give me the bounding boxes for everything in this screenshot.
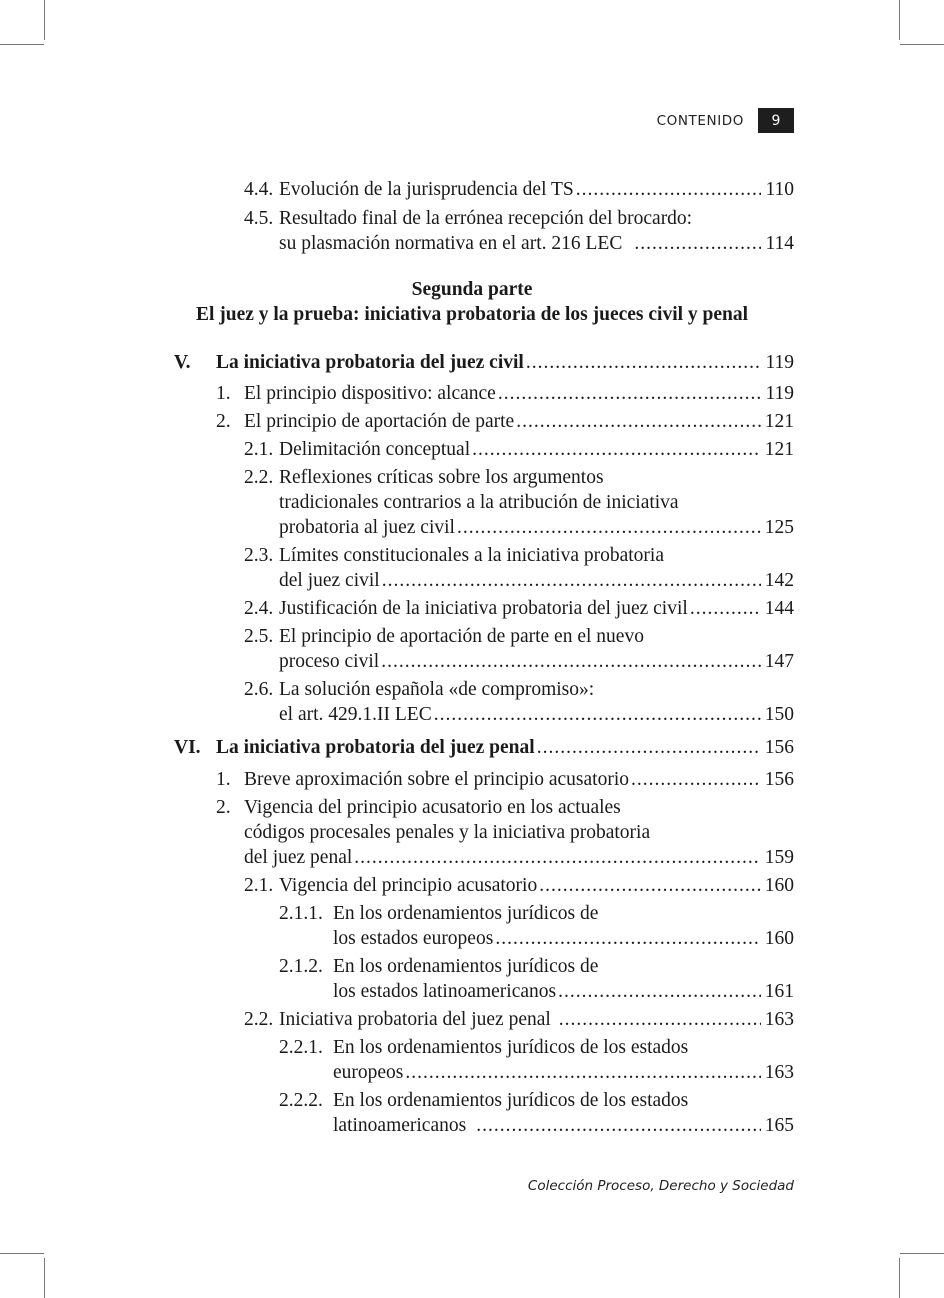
toc-entry-title-line: La solución española «de compromiso»:	[279, 679, 595, 700]
toc-chapter[interactable]	[216, 350, 794, 375]
toc-entry-page: 160	[764, 928, 794, 949]
toc-entry-number: 2.4.	[244, 598, 274, 619]
crop-mark	[900, 44, 944, 45]
toc-entry-number: 2.2.2.	[279, 1090, 323, 1111]
dot-leader	[495, 926, 760, 951]
toc-entry-title-line: Vigencia del principio acusatorio en los actuales	[244, 797, 621, 818]
toc-entry-page: 119	[765, 352, 794, 373]
dot-leader	[634, 231, 761, 256]
toc-entry-title: del juez civil	[279, 570, 380, 591]
toc-entry-title-line: El principio de aportación de parte en el nuevo	[279, 626, 644, 647]
toc-entry-title-line: En los ordenamientos jurídicos de los estados	[333, 1090, 689, 1111]
toc-entry-number: 2.2.1.	[279, 1037, 323, 1058]
toc-entry-title-line: códigos procesales penales y la iniciativa probatoria	[244, 822, 651, 843]
toc-entry[interactable]	[333, 1060, 794, 1085]
crop-mark	[44, 1258, 45, 1298]
toc-entry-page: 119	[765, 383, 794, 404]
part-title: Segunda parte	[411, 279, 533, 300]
toc-entry-number: 2.2.	[244, 467, 274, 488]
dot-leader	[539, 873, 761, 898]
toc-entry-title: El principio dispositivo: alcance	[244, 383, 496, 404]
toc-entry-page: 144	[764, 598, 794, 619]
toc-entry-page: 114	[765, 233, 794, 254]
toc-entry-page: 163	[764, 1009, 794, 1030]
crop-mark	[900, 1253, 944, 1254]
toc-entry-title-line: Límites constitucionales a la iniciativa probatoria	[279, 545, 665, 566]
toc-entry-page: 156	[764, 737, 794, 758]
crop-mark	[0, 1253, 44, 1254]
dot-leader	[631, 767, 761, 792]
toc-entry-title: su plasmación normativa en el art. 216 LEC	[279, 233, 623, 254]
toc-entry-page: 156	[764, 769, 794, 790]
dot-leader	[537, 735, 761, 760]
dot-leader	[498, 381, 762, 406]
toc-entry-number: 2.	[216, 797, 231, 818]
toc-entry-number: 2.	[216, 411, 231, 432]
dot-leader	[434, 702, 761, 727]
toc-entry-title-line: tradicionales contrarios a la atribución de iniciativa	[279, 492, 679, 513]
dot-leader	[576, 177, 762, 202]
toc-entry[interactable]	[279, 702, 794, 727]
dot-leader	[558, 979, 761, 1004]
toc-entry-title: Vigencia del principio acusatorio	[279, 875, 538, 896]
dot-leader	[405, 1060, 760, 1085]
dot-leader	[526, 350, 762, 375]
toc-entry-title: proceso civil	[279, 651, 380, 672]
toc-entry-title: probatoria al juez civil	[279, 517, 455, 538]
toc-entry-title: los estados latinoamericanos	[333, 981, 557, 1002]
header-label: CONTENIDO	[656, 112, 744, 129]
toc-entry[interactable]	[279, 568, 794, 593]
toc-entry-title-line: Reflexiones críticas sobre los argumentos	[279, 467, 604, 488]
toc-entry[interactable]	[279, 177, 794, 202]
chapter-number: V.	[174, 352, 191, 373]
toc-entry-page: 125	[764, 517, 794, 538]
toc-entry-page: 121	[764, 411, 794, 432]
toc-entry-title: El principio de aportación de parte	[244, 411, 515, 432]
toc-entry-title: el art. 429.1.II LEC	[279, 704, 432, 725]
toc-chapter[interactable]	[216, 735, 794, 760]
toc-entry-title: Delimitación conceptual	[279, 439, 471, 460]
toc-entry-number: 2.5.	[244, 626, 274, 647]
dot-leader	[559, 1007, 761, 1032]
toc-entry-title: Iniciativa probatoria del juez penal	[279, 1009, 551, 1030]
toc-entry-number: 1.	[216, 383, 231, 404]
dot-leader	[516, 409, 761, 434]
toc-entry[interactable]	[333, 979, 794, 1004]
dot-leader	[381, 649, 761, 674]
toc-entry[interactable]	[244, 767, 794, 792]
dot-leader	[472, 437, 761, 462]
page-number: 9	[758, 108, 794, 133]
crop-mark	[0, 44, 44, 45]
dot-leader	[690, 596, 761, 621]
toc-entry-title: Evolución de la jurisprudencia del TS	[279, 179, 574, 200]
toc-entry[interactable]	[333, 1113, 794, 1138]
toc-entry[interactable]	[333, 926, 794, 951]
toc-entry[interactable]	[279, 515, 794, 540]
dot-leader	[476, 1113, 761, 1138]
toc-entry[interactable]	[244, 381, 794, 406]
running-header	[657, 108, 794, 133]
toc-entry-number: 2.6.	[244, 679, 274, 700]
chapter-title: La iniciativa probatoria del juez civil	[216, 352, 524, 373]
toc-entry-title-line: Resultado final de la errónea recepción del brocardo:	[279, 208, 693, 229]
toc-entry-page: 159	[764, 847, 794, 868]
toc-entry[interactable]	[279, 596, 794, 621]
toc-entry-number: 2.1.2.	[279, 956, 323, 977]
toc-entry-number: 2.1.	[244, 875, 274, 896]
toc-entry-title: latinoamericanos	[333, 1115, 467, 1136]
chapter-title: La iniciativa probatoria del juez penal	[216, 737, 535, 758]
chapter-number: VI.	[174, 737, 201, 758]
dot-leader	[457, 515, 761, 540]
toc-entry[interactable]	[279, 231, 794, 256]
part-subtitle: El juez y la prueba: iniciativa probatoria de los jueces civil y penal	[195, 304, 749, 325]
toc-entry-title: Breve aproximación sobre el principio acusatorio	[244, 769, 629, 790]
toc-entry[interactable]	[279, 873, 794, 898]
toc-entry-page: 147	[764, 651, 794, 672]
toc-entry-title: europeos	[333, 1062, 404, 1083]
toc-entry-page: 110	[765, 179, 794, 200]
toc-entry-number: 1.	[216, 769, 231, 790]
dot-leader	[382, 568, 761, 593]
toc-entry-title-line: En los ordenamientos jurídicos de los estados	[333, 1037, 689, 1058]
collection-footer: Colección Proceso, Derecho y Sociedad	[527, 1178, 794, 1194]
toc-entry-page: 150	[764, 704, 794, 725]
toc-entry-title-line: En los ordenamientos jurídicos de	[333, 956, 599, 977]
toc-entry-page: 163	[764, 1062, 794, 1083]
toc-entry[interactable]	[279, 649, 794, 674]
toc-entry-number: 2.1.	[244, 439, 274, 460]
crop-mark	[899, 1258, 900, 1298]
toc-entry-number: 4.4.	[244, 179, 274, 200]
toc-entry[interactable]	[279, 1007, 794, 1032]
toc-entry-page: 160	[764, 875, 794, 896]
toc-entry[interactable]	[279, 437, 794, 462]
toc-entry-number: 2.1.1.	[279, 903, 323, 924]
toc-entry-title: los estados europeos	[333, 928, 494, 949]
crop-mark	[899, 0, 900, 40]
toc-entry-title: del juez penal	[244, 847, 353, 868]
toc-entry[interactable]	[244, 845, 794, 870]
toc-entry-page: 161	[764, 981, 794, 1002]
toc-entry-page: 165	[764, 1115, 794, 1136]
toc-entry-number: 2.3.	[244, 545, 274, 566]
crop-mark	[44, 0, 45, 40]
toc-entry-number: 2.2.	[244, 1009, 274, 1030]
toc-entry-title-line: En los ordenamientos jurídicos de	[333, 903, 599, 924]
toc-entry-number: 4.5.	[244, 208, 274, 229]
toc-entry-page: 142	[764, 570, 794, 591]
toc-entry-title: Justificación de la iniciativa probatoria del juez civil	[279, 598, 688, 619]
toc-entry-page: 121	[764, 439, 794, 460]
dot-leader	[354, 845, 760, 870]
toc-entry[interactable]	[244, 409, 794, 434]
